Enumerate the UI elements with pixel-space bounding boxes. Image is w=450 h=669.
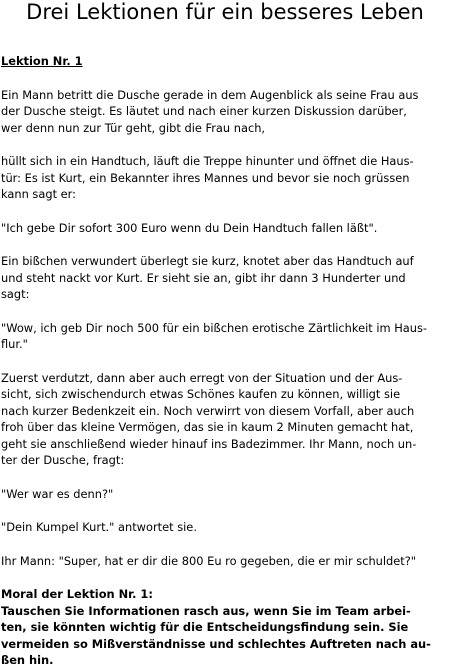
paragraph (1, 320, 449, 353)
lesson-heading: Lektion Nr. 1 (1, 54, 83, 68)
text-line: "Wow, ich geb Dir noch 500 für ein bißchen erotische Zärtlichkeit im Haus- (1, 320, 428, 335)
moral-section (1, 586, 449, 669)
moral-line: vermeiden so Mißverständnisse und schlechtes Auftreten nach au- (1, 636, 431, 651)
text-line: nach kurzer Bedenkzeit ein. Noch verwirrt von diesem Vorfall, aber auch (1, 403, 415, 418)
paragraph (1, 486, 449, 503)
text-line: Ihr Mann: "Super, hat er dir die 800 Eu ro gegeben, die er mir schuldet?" (1, 553, 417, 568)
text-line: Ein bißchen verwundert überlegt sie kurz, knotet aber das Handtuch auf (1, 254, 414, 268)
text-line: flur." (1, 337, 28, 351)
moral-line: Tauschen Sie Informationen rasch aus, wenn Sie im Team arbei- (1, 603, 411, 618)
text-line: kann sagt er: (1, 187, 76, 201)
moral-heading: Moral der Lektion Nr. 1: (1, 587, 153, 601)
paragraph (1, 553, 449, 570)
text-line: sicht, sich zwischendurch etwas Schönes kaufen zu können, willigt sie (1, 387, 401, 401)
paragraph (1, 370, 449, 469)
text-line: "Wer war es denn?" (1, 486, 114, 501)
document-body (1, 53, 449, 669)
paragraph (1, 87, 449, 137)
text-line: "Ich gebe Dir sofort 300 Euro wenn du Dein Handtuch fallen läßt". (1, 220, 378, 235)
moral-line: ßen hin. (1, 653, 54, 667)
text-line: und steht nackt vor Kurt. Er sieht sie an, gibt ihr dann 3 Hunderter und (1, 270, 406, 285)
text-line: tür: Es ist Kurt, ein Bekannter ihres Mannes und bevor sie noch grüssen (1, 170, 410, 185)
text-line: sagt: (1, 287, 30, 301)
text-line: Ein Mann betritt die Dusche gerade in dem Augenblick als seine Frau aus (1, 87, 419, 102)
text-line: ter der Dusche, fragt: (1, 453, 125, 467)
paragraph (1, 153, 449, 203)
text-line: wer denn nun zur Tür geht, gibt die Frau nach, (1, 120, 266, 135)
paragraph (1, 220, 449, 237)
paragraph (1, 519, 449, 536)
text-line: "Dein Kumpel Kurt." antwortet sie. (1, 520, 197, 534)
text-line: Zuerst verdutzt, dann aber auch erregt von der Situation und der Aus- (1, 370, 403, 385)
paragraph (1, 253, 449, 303)
text-line: der Dusche steigt. Es läutet und nach einer kurzen Diskussion darüber, (1, 104, 407, 118)
text-line: geht sie anschließend wieder hinauf ins Badezimmer. Ihr Mann, noch un- (1, 436, 417, 451)
moral-line: ten, sie könnten wichtig für die Entscheidungsfindung sein. Sie (1, 620, 409, 634)
document-title: Drei Lektionen für ein besseres Leben (26, 0, 424, 24)
text-line: hüllt sich in ein Handtuch, läuft die Treppe hinunter und öffnet die Haus- (1, 154, 414, 168)
text-line: froh über das kleine Vermögen, das sie in kaum 2 Minuten gemacht hat, (1, 420, 414, 434)
